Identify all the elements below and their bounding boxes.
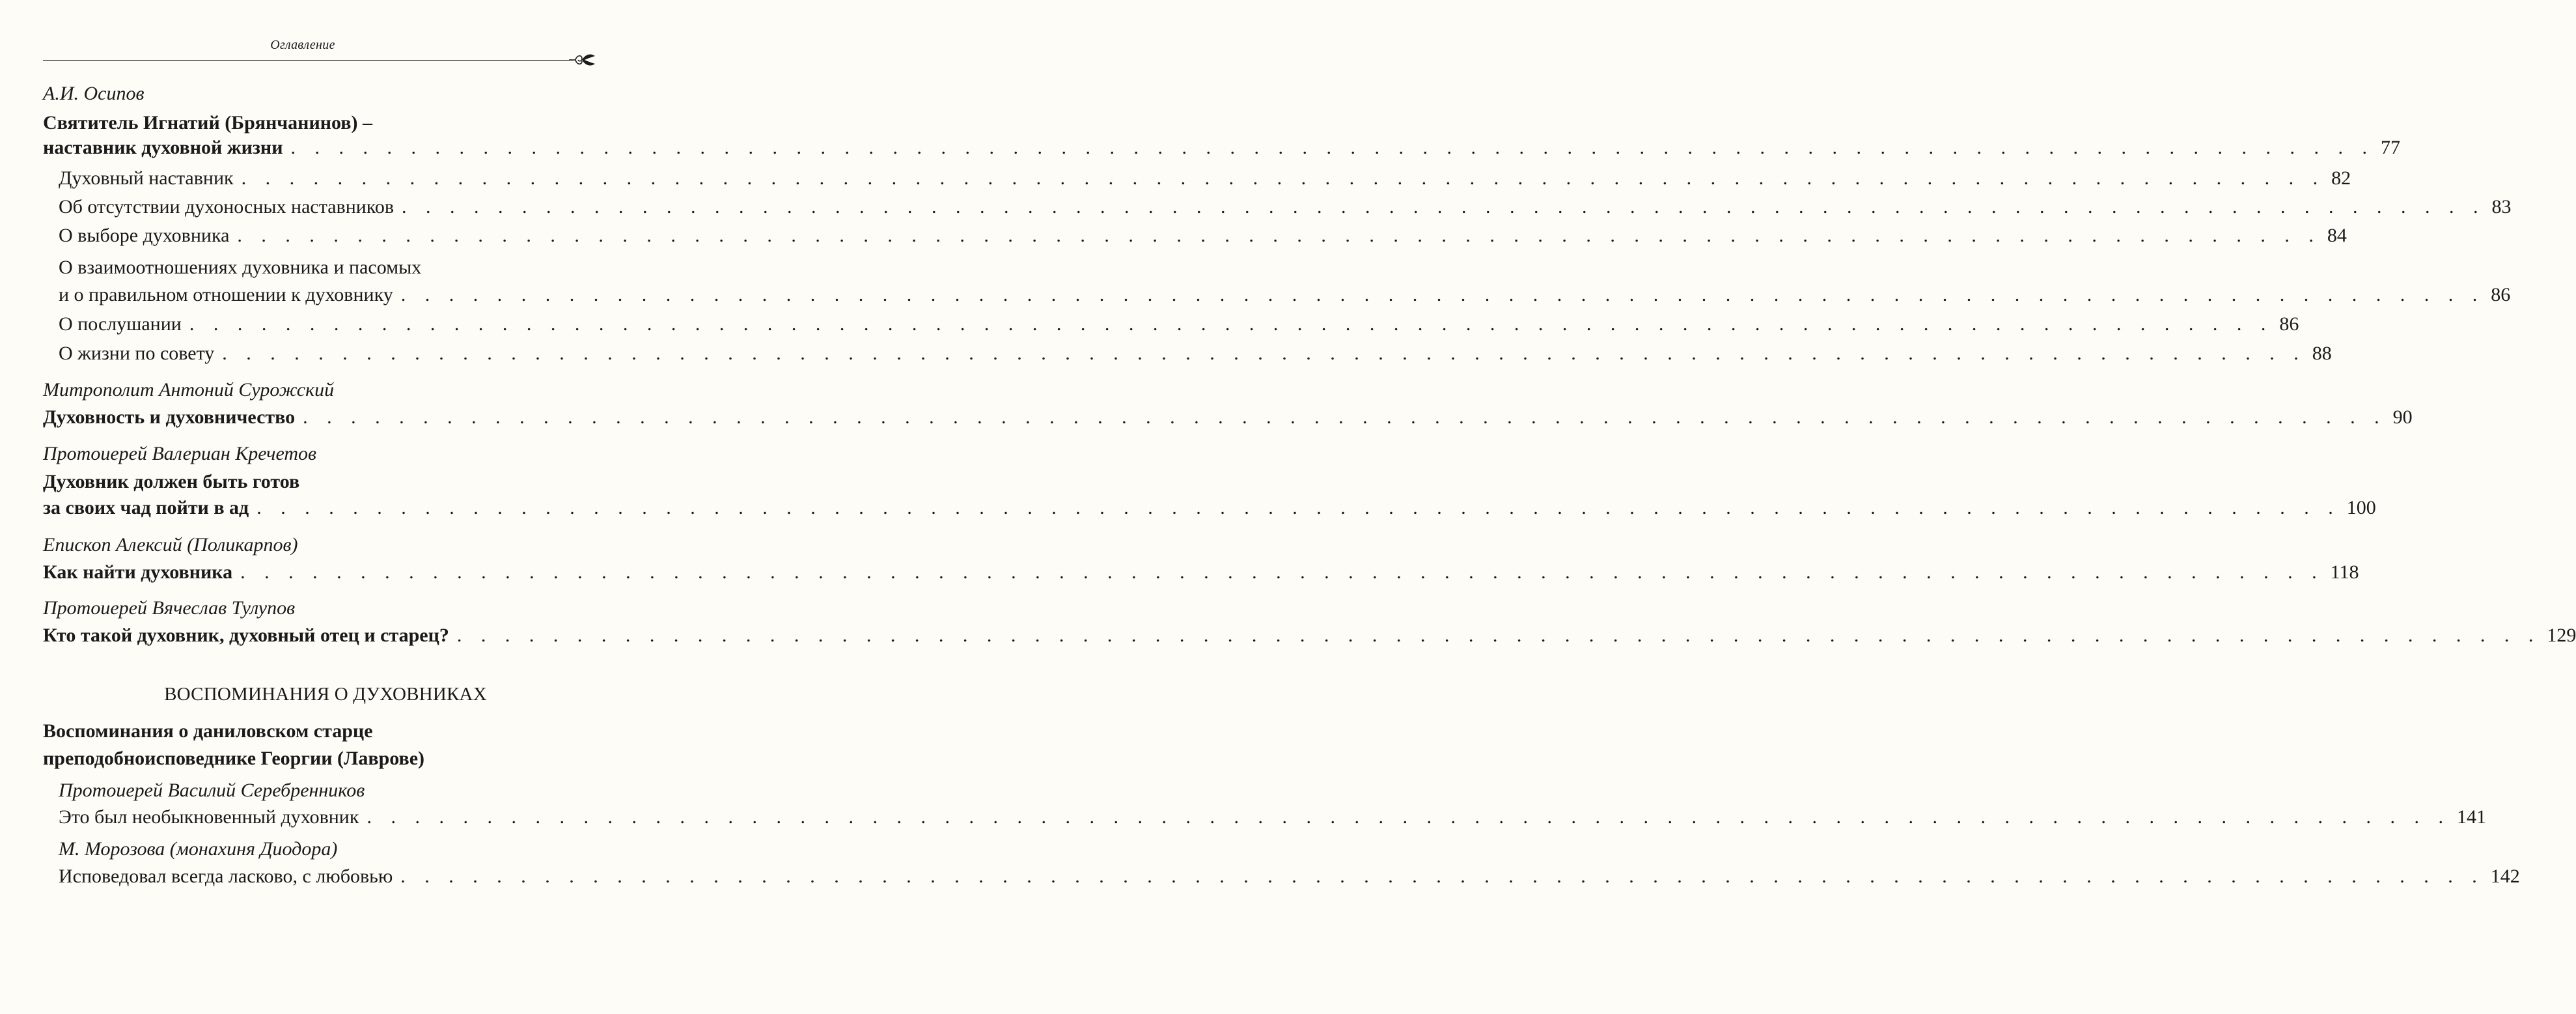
toc-page-number: 141 xyxy=(2456,806,2486,828)
toc-page-number: 90 xyxy=(2392,406,2413,428)
toc-author: Епископ Алексий (Поликарпов) xyxy=(43,534,298,556)
toc-subentry[interactable] xyxy=(59,223,2347,249)
toc-entry[interactable] xyxy=(43,623,2576,649)
toc-sub-author: Протоиерей Василий Серебренников xyxy=(59,780,365,801)
toc-entry-title: Как найти духовника xyxy=(43,561,233,583)
toc-page-number: 77 xyxy=(2380,137,2400,158)
dot-leader: . . . . . . . . . . . . . . . . . . . . . . . . . . . . . . . . . . . . . . . . . . . . . . . . . . . . . . . . . . . . . . . . . . . . . . . . . . . . . . . . . . . . . . . xyxy=(400,866,2484,887)
toc-author: Протоиерей Валериан Кречетов xyxy=(43,443,317,464)
toc-sub-author: М. Морозова (монахиня Диодора) xyxy=(59,838,338,860)
dot-leader: . . . . . . . . . . . . . . . . . . . . . . . . . . . . . . . . . . . . . . . . . . . . . . . . . . . . . . . . . . . . . . . . . . . . . . . . . . . . . . . . . . . . . . . xyxy=(237,225,2321,246)
toc-page-number: 88 xyxy=(2312,343,2332,364)
toc-page-number: 100 xyxy=(2346,497,2376,518)
toc-entry[interactable] xyxy=(43,559,2359,585)
toc-subentry[interactable] xyxy=(59,311,2299,337)
dot-leader: . . . . . . . . . . . . . . . . . . . . . . . . . . . . . . . . . . . . . . . . . . . . . . . . . . . . . . . . . . . . . . . . . . . . . . . . . . . . . . . . . . . . . . . xyxy=(222,343,2306,364)
dot-leader: . . . . . . . . . . . . . . . . . . . . . . . . . . . . . . . . . . . . . . . . . . . . . . . . . . . . . . . . . . . . . . . . . . . . . . . . . . . . . . . . . . . . . . . xyxy=(240,561,2324,583)
toc-subentry[interactable] xyxy=(59,194,2512,220)
dot-leader: . . . . . . . . . . . . . . . . . . . . . . . . . . . . . . . . . . . . . . . . . . . . . . . . . . . . . . . . . . . . . . . . . . . . . . . . . . . . . . . . . . . . . . . xyxy=(241,167,2325,189)
toc-entry-title: О послушании xyxy=(59,313,182,335)
section-heading: ВОСПОМИНАНИЯ О ДУХОВНИКАХ xyxy=(164,684,487,705)
toc-page-number: 86 xyxy=(2491,284,2511,305)
toc-author: Митрополит Антоний Сурожский xyxy=(43,379,335,401)
toc-title: Святитель Игнатий (Брянчанинов) – xyxy=(43,112,372,134)
toc-author: Протоиерей Вячеслав Тулупов xyxy=(43,597,296,619)
dot-leader: . . . . . . . . . . . . . . . . . . . . . . . . . . . . . . . . . . . . . . . . . . . . . . . . . . . . . . . . . . . . . . . . . . . . . . . . . . . . . . . . . . . . . . . xyxy=(189,313,2273,335)
toc-subentry[interactable] xyxy=(59,282,2511,308)
toc-entry[interactable] xyxy=(43,495,2376,521)
toc-subentry[interactable] xyxy=(59,864,2520,890)
dot-leader: . . . . . . . . . . . . . . . . . . . . . . . . . . . . . . . . . . . . . . . . . . . . . . . . . . . . . . . . . . . . . . . . . . . . . . . . . . . . . . . . . . . . . . . xyxy=(456,625,2541,646)
dot-leader: . . . . . . . . . . . . . . . . . . . . . . . . . . . . . . . . . . . . . . . . . . . . . . . . . . . . . . . . . . . . . . . . . . . . . . . . . . . . . . . . . . . . . . . xyxy=(290,137,2374,158)
running-head: Оглавление xyxy=(270,38,335,52)
toc-subentry[interactable] xyxy=(59,341,2332,367)
toc-page-number: 83 xyxy=(2491,196,2512,218)
toc-author: А.И. Осипов xyxy=(43,83,145,104)
dot-leader: . . . . . . . . . . . . . . . . . . . . . . . . . . . . . . . . . . . . . . . . . . . . . . . . . . . . . . . . . . . . . . . . . . . . . . . . . . . . . . . . . . . . . . . xyxy=(303,406,2387,428)
toc-subentry[interactable] xyxy=(59,804,2486,830)
toc-entry-title: Исповедовал всегда ласково, с любовью xyxy=(59,866,393,887)
dot-leader: . . . . . . . . . . . . . . . . . . . . . . . . . . . . . . . . . . . . . . . . . . . . . . . . . . . . . . . . . . . . . . . . . . . . . . . . . . . . . . . . . . . . . . . xyxy=(402,196,2486,218)
dot-leader: . . . . . . . . . . . . . . . . . . . . . . . . . . . . . . . . . . . . . . . . . . . . . . . . . . . . . . . . . . . . . . . . . . . . . . . . . . . . . . . . . . . . . . . xyxy=(256,497,2340,518)
toc-entry-title: О выборе духовника xyxy=(59,225,230,246)
dot-leader: . . . . . . . . . . . . . . . . . . . . . . . . . . . . . . . . . . . . . . . . . . . . . . . . . . . . . . . . . . . . . . . . . . . . . . . . . . . . . . . . . . . . . . . xyxy=(400,284,2485,305)
toc-page-number: 86 xyxy=(2279,313,2299,335)
fleuron-ornament-icon xyxy=(568,49,598,72)
toc-page-number: 129 xyxy=(2547,625,2576,646)
toc-entry-title: Кто такой духовник, духовный отец и старец? xyxy=(43,625,449,646)
dot-leader: . . . . . . . . . . . . . . . . . . . . . . . . . . . . . . . . . . . . . . . . . . . . . . . . . . . . . . . . . . . . . . . . . . . . . . . . . . . . . . . . . . . . . . . xyxy=(367,806,2450,828)
toc-group-title: Воспоминания о даниловском старце xyxy=(43,720,373,742)
toc-page-number: 118 xyxy=(2330,561,2359,583)
toc-title: Духовник должен быть готов xyxy=(43,471,300,492)
toc-page-number: 142 xyxy=(2490,866,2520,887)
toc-subentry-first-line: О взаимоотношениях духовника и пасомых xyxy=(59,257,422,278)
toc-entry-title: за своих чад пойти в ад xyxy=(43,497,249,518)
toc-page-number: 82 xyxy=(2331,167,2351,189)
toc-entry-title: Духовность и духовничество xyxy=(43,406,296,428)
toc-entry-title: Это был необыкновенный духовник xyxy=(59,806,359,828)
toc-entry-title: Духовный наставник xyxy=(59,167,234,189)
toc-entry[interactable] xyxy=(43,135,2400,161)
header-rule xyxy=(43,60,573,61)
toc-entry-title: наставник духовной жизни xyxy=(43,137,283,158)
toc-entry-title: О жизни по совету xyxy=(59,343,215,364)
toc-page-number: 84 xyxy=(2327,225,2347,246)
toc-group-title: преподобноисповеднике Георгии (Лаврове) xyxy=(43,748,425,769)
toc-subentry[interactable] xyxy=(59,165,2351,191)
toc-entry-title: Об отсутствии духоносных наставников xyxy=(59,196,395,218)
toc-entry[interactable] xyxy=(43,404,2413,430)
toc-entry-title: и о правильном отношении к духовнику xyxy=(59,284,393,305)
